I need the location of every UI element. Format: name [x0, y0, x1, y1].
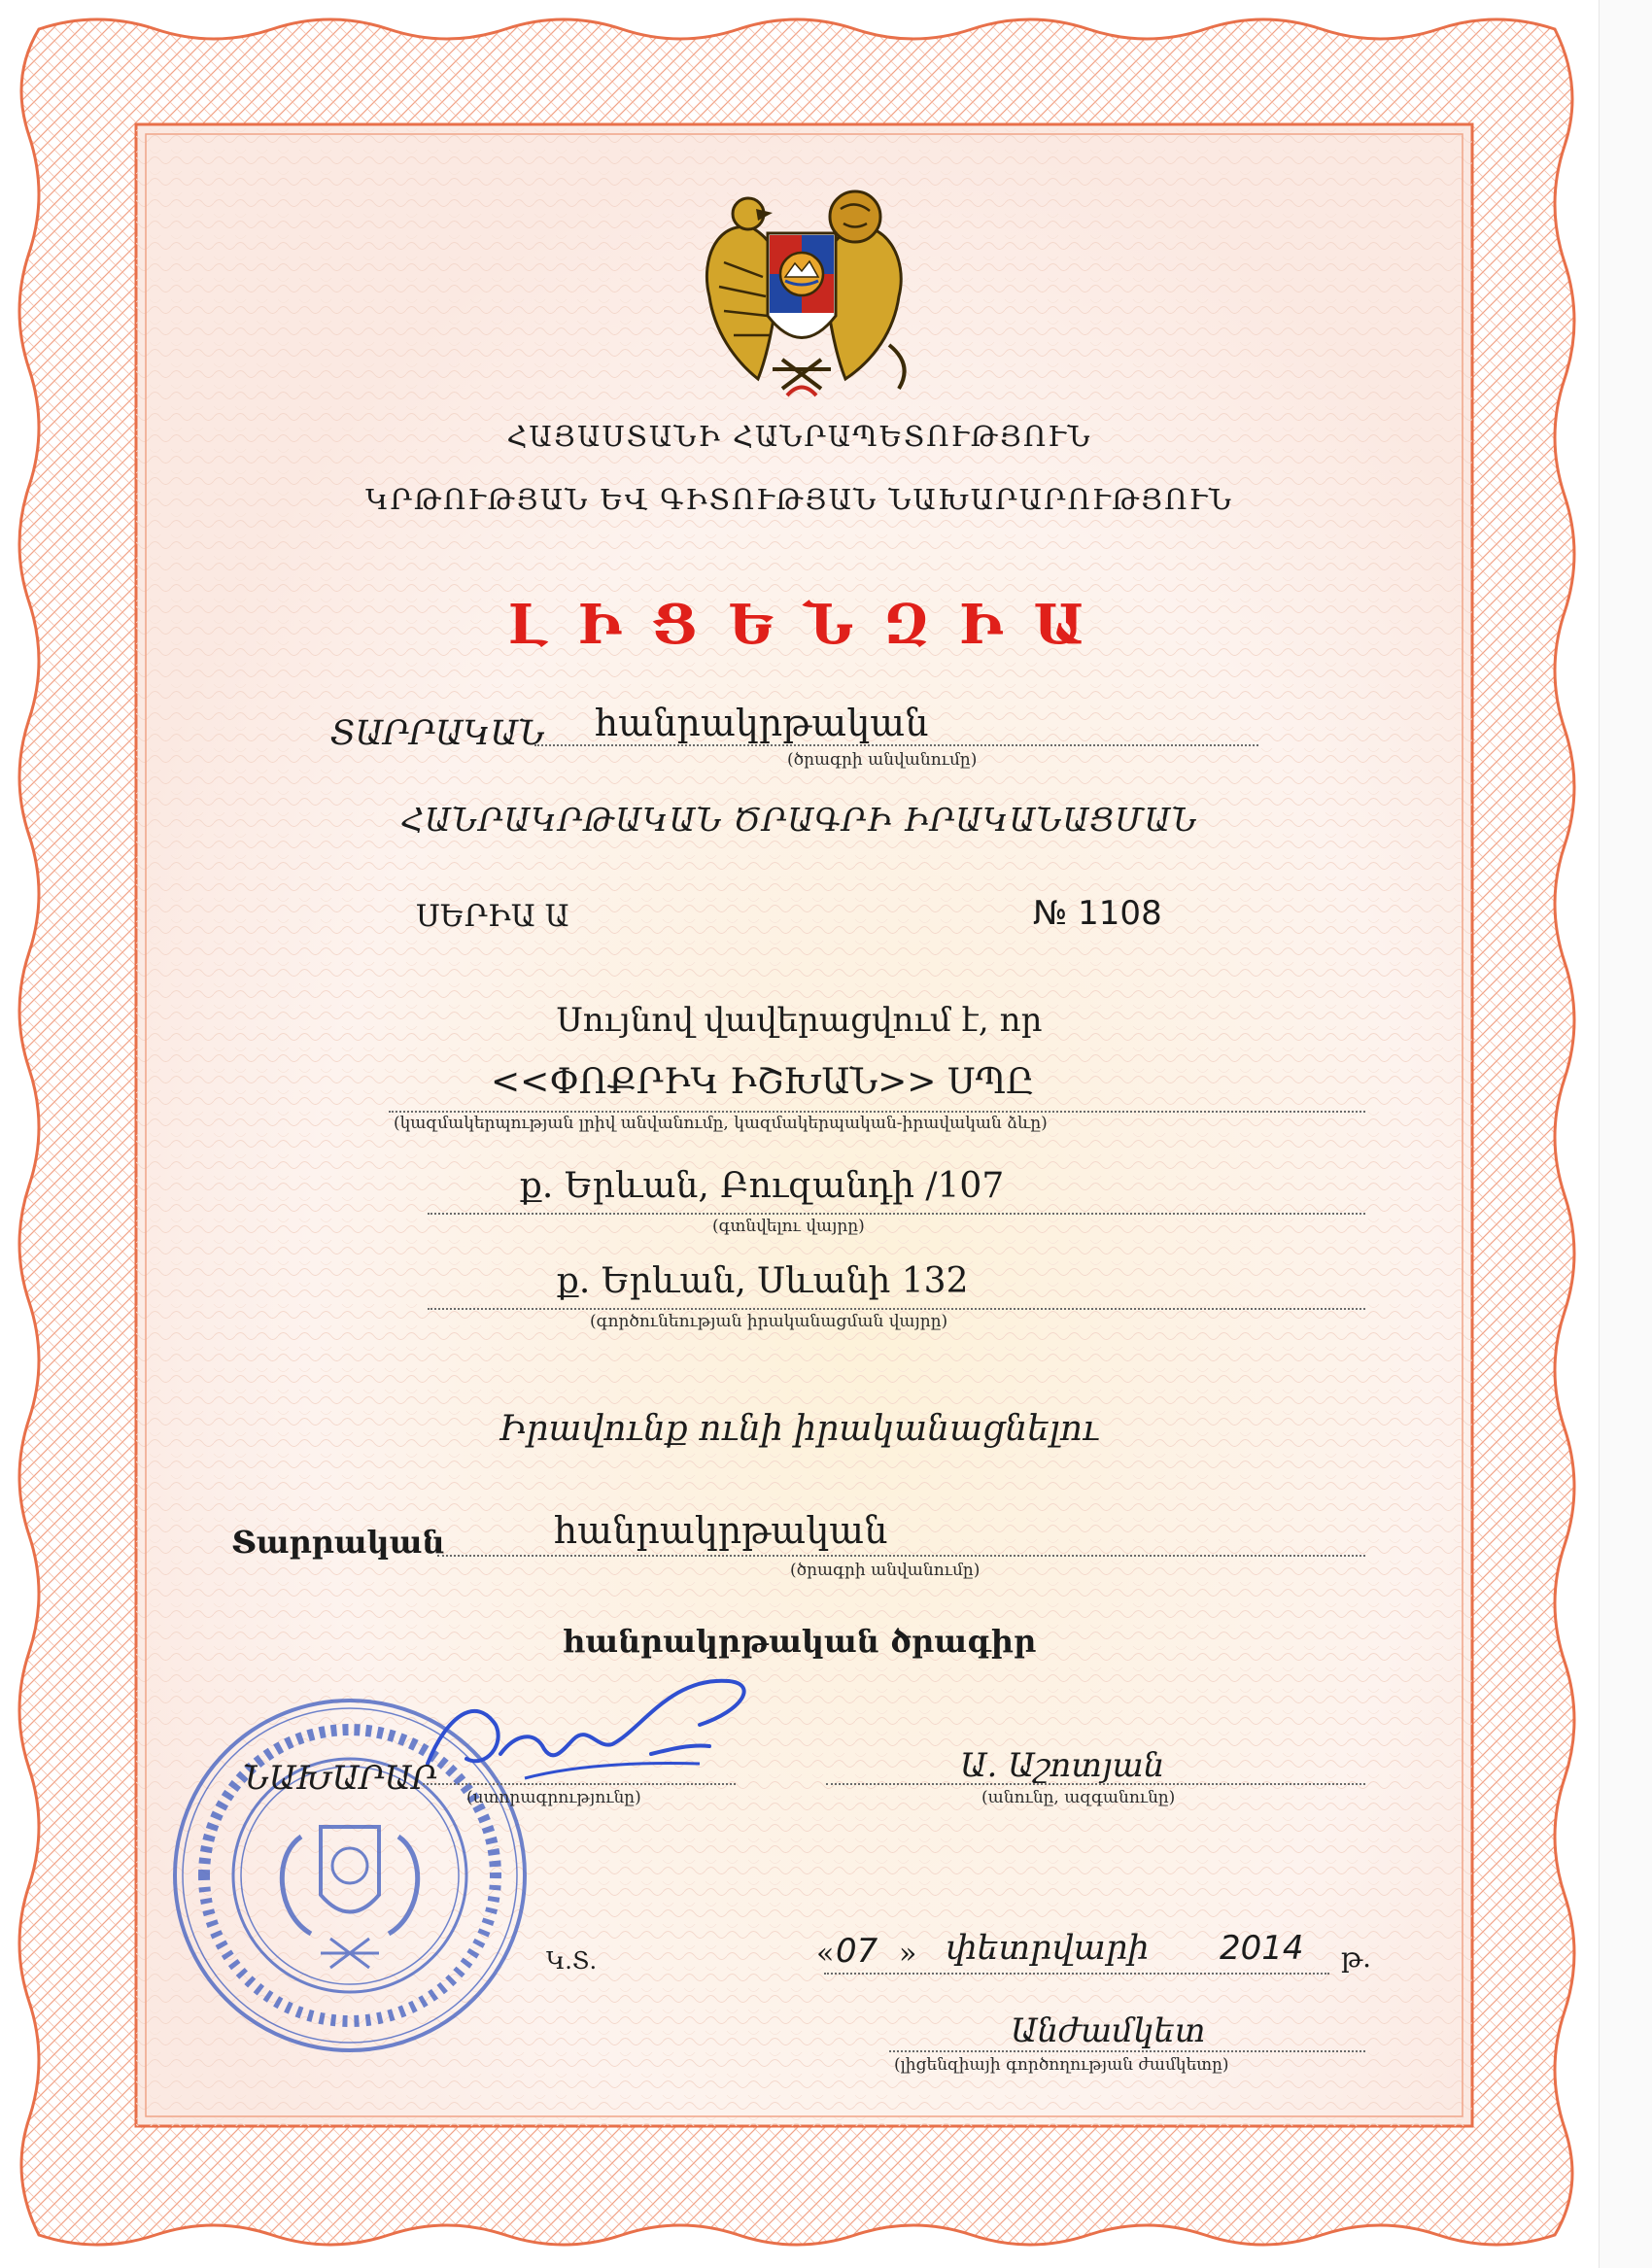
certify-text: Սույնով վավերացվում է, որ: [556, 1001, 1043, 1040]
date-open-quote: «: [816, 1937, 835, 1971]
program-dotted-line: [534, 744, 1258, 746]
program-hint: (ծրագրի անվանումը): [787, 750, 978, 770]
program-type: հանրակրթական ծրագիր: [562, 1623, 1037, 1660]
signature-dotted-line: [423, 1783, 736, 1785]
date-dotted-line: [824, 1973, 1329, 1975]
armenian-coat-of-arms-icon: [680, 170, 923, 413]
address-hint: (գտնվելու վայրը): [712, 1217, 865, 1236]
date-year: 2014: [1220, 1929, 1304, 1968]
date-close-quote: »: [899, 1937, 917, 1971]
ministry-heading: ԿՐԹՈՒԹՅԱՆ ԵՎ ԳԻՏՈՒԹՅԱՆ ՆԱԽԱՐԱՐՈՒԹՅՈՒՆ: [365, 483, 1233, 516]
date-day: 07: [836, 1932, 878, 1971]
document-title: Լ Ի Ց Ե Ն Զ Ի Ա: [507, 593, 1091, 657]
program-value: հանրակրթական: [595, 702, 929, 744]
activity-hint: (գործունեության իրականացման վայրը): [590, 1312, 948, 1331]
rights-label: Տարրական: [231, 1524, 445, 1561]
activity-dotted-line: [428, 1308, 1365, 1310]
address-dotted-line: [428, 1213, 1365, 1215]
date-month: փետրվարի: [946, 1929, 1150, 1968]
validity-value: Անժամկետ: [1011, 2011, 1206, 2050]
organization-name: <<ՓՈՔՐԻԿ ԻՇԽԱՆ>> ՍՊԸ: [491, 1062, 1035, 1102]
minister-title: ՆԱԽԱՐԱՐ: [243, 1759, 437, 1798]
organization-hint: (կազմակերպության լրիվ անվանումը, կազմակերպական-իրավական ձևը): [394, 1114, 1048, 1133]
program-subtitle: ՀԱՆՐԱԿՐԹԱԿԱՆ ԾՐԱԳՐԻ ԻՐԱԿԱՆԱՑՄԱՆ: [400, 801, 1198, 839]
minister-signature-icon: [408, 1657, 797, 1803]
activity-place: ք. Երևան, Սևանի 132: [557, 1261, 969, 1301]
validity-dotted-line: [889, 2050, 1365, 2052]
name-dotted-line: [826, 1783, 1365, 1785]
rights-dotted-line: [437, 1555, 1365, 1557]
scan-margin: [1599, 0, 1652, 2268]
series-label: ՍԵՐԻԱ Ա: [416, 899, 569, 934]
name-hint: (անունը, ազգանունը): [981, 1788, 1176, 1807]
license-number: № 1108: [1033, 894, 1162, 933]
minister-name: Ա. Աշոտյան: [960, 1746, 1165, 1785]
rights-hint: (ծրագրի անվանումը): [790, 1561, 981, 1580]
org-dotted-line: [389, 1111, 1365, 1113]
rights-text: Իրավունք ունի իրականացնելու: [499, 1409, 1100, 1449]
seal-place-label: Կ.Տ.: [546, 1947, 598, 1975]
program-label: ՏԱՐՐԱԿԱՆ: [330, 714, 545, 753]
validity-hint: (լիցենզիայի գործողության ժամկետը): [894, 2055, 1229, 2075]
republic-heading: ՀԱՅԱՍՏԱՆԻ ՀԱՆՐԱՊԵՏՈՒԹՅՈՒՆ: [506, 420, 1092, 453]
signature-hint: (ստորագրությունը): [466, 1788, 641, 1807]
rights-value: հանրակրթական: [554, 1509, 888, 1552]
date-suffix: թ.: [1341, 1942, 1372, 1974]
organization-address: ք. Երևան, Բուզանդի /107: [520, 1166, 1005, 1206]
